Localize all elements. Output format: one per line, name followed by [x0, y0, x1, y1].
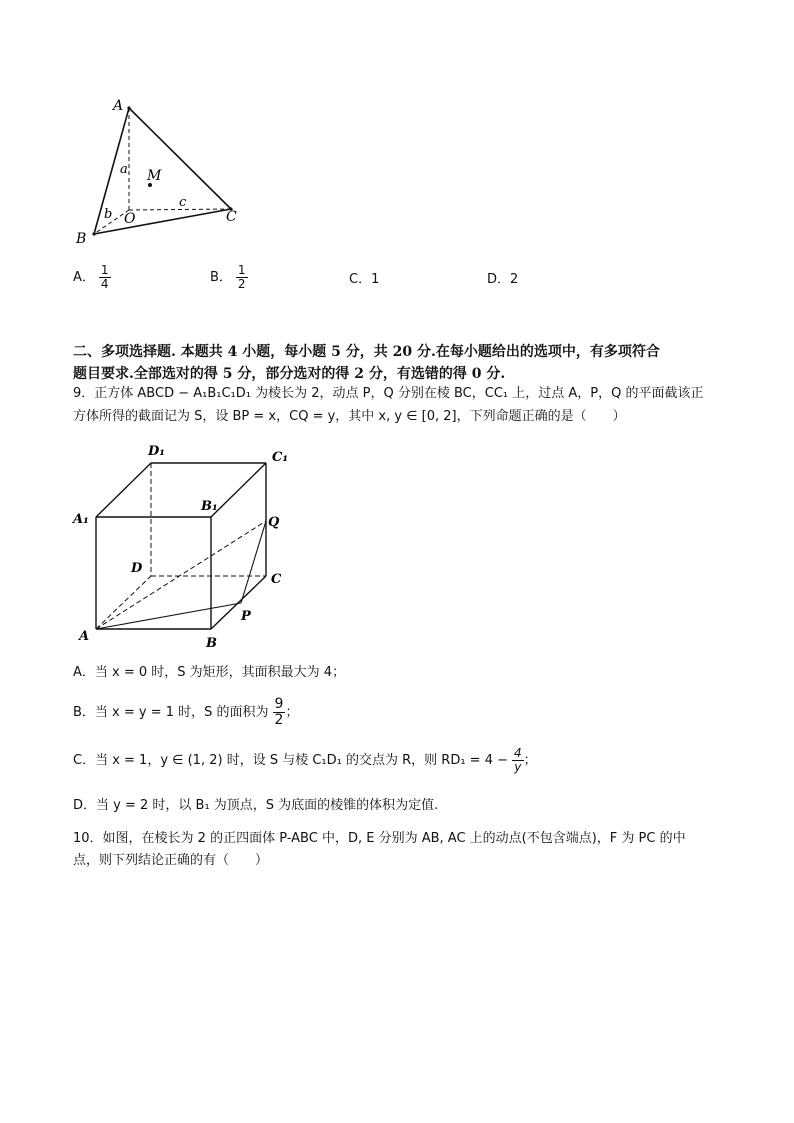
- q9-option-b-end: ；: [285, 705, 299, 720]
- q9-option-c: [73, 747, 537, 774]
- label-C1: C₁: [272, 450, 289, 465]
- q9-option-c-fraction: [512, 747, 524, 774]
- q9-stem-line2: 方体所得的截面记为 S，设 BP = x，CQ = y，其中 x, y ∈ [0, 2]，下列命题正确的是（ ）: [73, 409, 626, 424]
- q8-option-b: [210, 264, 248, 291]
- edge-AC: [129, 108, 231, 209]
- fraction-denominator: 2: [274, 712, 284, 728]
- section2-heading-line1: 二、多项选择题. 本题共 4 小题，每小题 5 分，共 20 分.在每小题给出的选项中，有多项符合: [73, 344, 660, 360]
- label-A: A: [79, 629, 90, 644]
- label-P: P: [241, 609, 251, 624]
- q8-option-c: C．1: [349, 272, 380, 287]
- q10-stem-line1: 10．如图，在棱长为 2 的正四面体 P-ABC 中，D, E 分别为 AB, AC 上的动点(不包含端点)，F 为 PC 的中: [73, 831, 686, 846]
- q9-stem-line1: 9．正方体 ABCD − A₁B₁C₁D₁ 为棱长为 2，动点 P，Q 分别在棱 BC，CC₁ 上，过点 A，P，Q 的平面截该正: [73, 386, 704, 401]
- q8-option-a-fraction: [99, 264, 111, 291]
- fraction-denominator: 2: [237, 277, 246, 291]
- q8-option-a: [73, 264, 111, 291]
- label-M: M: [147, 168, 162, 184]
- label-b: b: [104, 207, 113, 222]
- label-c: c: [179, 195, 187, 210]
- q9-option-b-text: B．当 x = y = 1 时，S 的面积为: [73, 705, 269, 720]
- q8-option-b-label: B．: [210, 270, 232, 285]
- edge-BC: [211, 576, 266, 629]
- point-A: [127, 106, 130, 109]
- q8-option-b-fraction: [236, 264, 248, 291]
- q9-option-d: D．当 y = 2 时，以 B₁ 为顶点，S 为底面的棱锥的体积为定值.: [73, 798, 439, 813]
- segment-PQ: [241, 521, 266, 603]
- q8-option-d: D．2: [487, 272, 519, 287]
- label-C: C: [271, 572, 282, 587]
- cube-figure: [70, 440, 300, 655]
- fraction-numerator: 1: [100, 263, 109, 277]
- q9-option-b: [73, 697, 298, 728]
- q9-option-c-text: C．当 x = 1，y ∈ (1, 2) 时，设 S 与棱 C₁D₁ 的交点为 R，则 RD₁ = 4 −: [73, 753, 508, 768]
- label-O: O: [124, 211, 136, 227]
- q9-option-a: A．当 x = 0 时，S 为矩形，其面积最大为 4；: [73, 665, 346, 680]
- label-B: B: [76, 231, 87, 247]
- label-A1: A₁: [73, 512, 89, 527]
- fraction-numerator: 1: [237, 263, 246, 277]
- label-a: a: [120, 162, 128, 177]
- label-A: A: [113, 98, 124, 114]
- edge-A1D1: [96, 463, 151, 517]
- edge-B1C1: [211, 463, 266, 517]
- q9-option-c-end: ；: [523, 753, 537, 768]
- segment-AP: [96, 603, 241, 629]
- fraction-numerator: 9: [274, 696, 284, 712]
- tetrahedron-figure: [70, 90, 260, 250]
- label-D: D: [131, 561, 143, 576]
- q10-stem-line2: 点，则下列结论正确的有（ ）: [73, 853, 269, 868]
- label-D1: D₁: [148, 444, 165, 459]
- fraction-denominator: y: [514, 760, 522, 774]
- label-C: C: [226, 209, 237, 225]
- edge-BC: [94, 209, 231, 234]
- q8-option-a-label: A．: [73, 270, 95, 285]
- section2-heading-line2: 题目要求.全部选对的得 5 分，部分选对的得 2 分，有选错的得 0 分.: [73, 366, 506, 382]
- label-B: B: [206, 636, 217, 651]
- fraction-numerator: 4: [514, 746, 522, 760]
- fraction-denominator: 4: [100, 277, 109, 291]
- point-B: [92, 232, 95, 235]
- label-B1: B₁: [201, 499, 218, 514]
- label-Q: Q: [268, 515, 280, 530]
- q9-option-b-fraction: [273, 697, 286, 728]
